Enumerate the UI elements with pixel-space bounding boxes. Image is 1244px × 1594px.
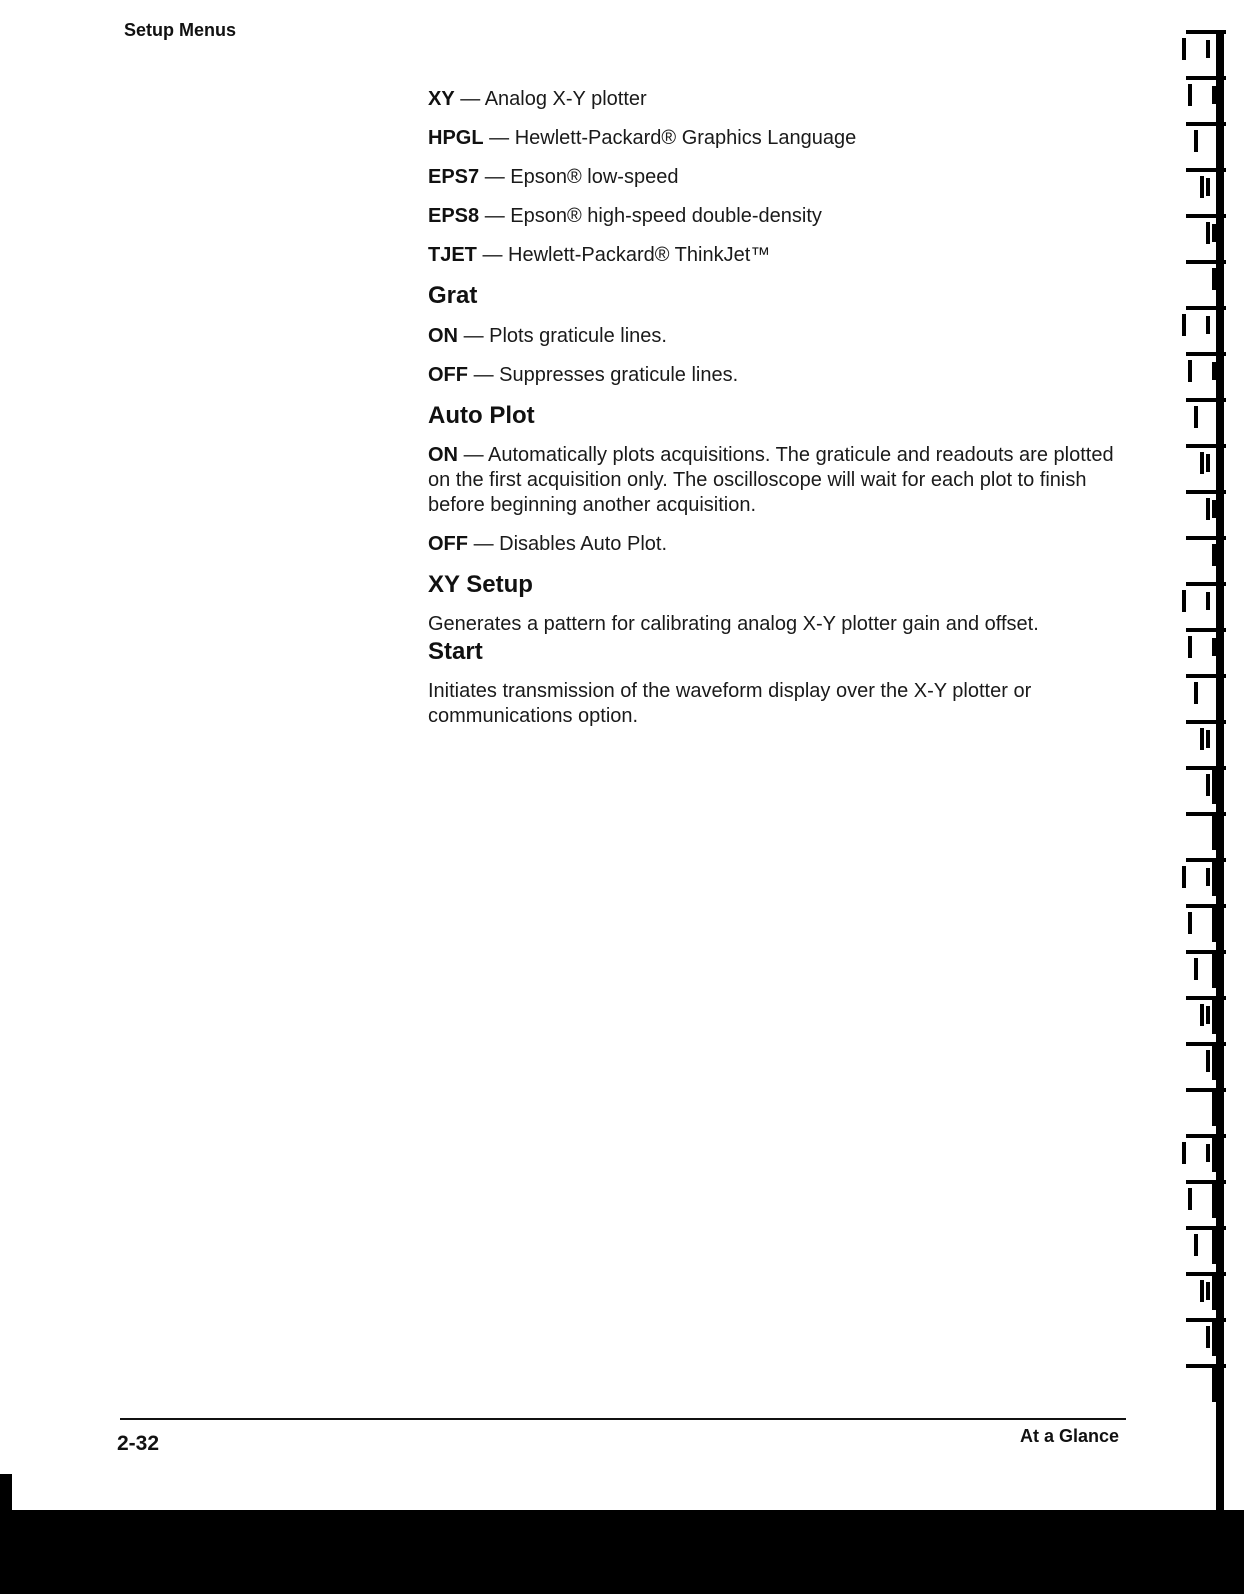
term-description: Plots graticule lines.	[489, 325, 667, 347]
tab-mark	[1182, 38, 1186, 60]
tab-mark	[1206, 316, 1210, 334]
tab-mark	[1212, 638, 1216, 656]
tab-mark	[1206, 178, 1210, 196]
term-description: Analog X-Y plotter	[484, 88, 647, 110]
term-label: TJET	[428, 244, 477, 266]
tab-mark	[1206, 1006, 1210, 1024]
footer-title: At a Glance	[1019, 1426, 1119, 1446]
main-content	[428, 86, 1128, 729]
tab-mark	[1206, 592, 1210, 610]
list-item	[428, 125, 1128, 151]
auto-plot-options	[428, 443, 1128, 557]
term-label: ON	[428, 444, 458, 466]
term-label: OFF	[428, 364, 468, 386]
em-dash: —	[484, 166, 505, 188]
tab-mark	[1194, 1234, 1198, 1256]
term-label: HPGL	[428, 127, 484, 149]
tab-mark	[1200, 1004, 1204, 1026]
scan-border-notch	[0, 1474, 12, 1514]
term-description: Epson® low-speed	[510, 166, 679, 188]
term-description: Disables Auto Plot.	[499, 533, 667, 555]
grat-options	[428, 323, 1128, 388]
term-label: ON	[428, 325, 458, 347]
tab-mark	[1216, 30, 1224, 1570]
section-heading-start: Start	[428, 638, 483, 665]
term-label: OFF	[428, 533, 468, 555]
plotter-type-list	[428, 86, 1128, 268]
term-label: EPS8	[428, 205, 480, 227]
tab-mark	[1212, 500, 1216, 518]
footer-rule	[120, 1418, 1126, 1420]
tab-mark	[1206, 40, 1210, 58]
tab-mark	[1212, 86, 1216, 104]
tab-mark	[1206, 454, 1210, 472]
section-text: Generates a pattern for calibrating analog X-Y plotter gain and offset.	[428, 613, 1039, 635]
section-text: Initiates transmission of the waveform display over the X-Y plotter or communications option.	[428, 680, 1032, 727]
tab-mark	[1206, 1326, 1210, 1348]
list-item	[428, 443, 1128, 518]
tab-mark	[1200, 176, 1204, 198]
em-dash: —	[482, 244, 503, 266]
tab-mark	[1206, 498, 1210, 520]
section-heading-grat: Grat	[428, 282, 478, 309]
em-dash: —	[463, 325, 484, 347]
list-item	[428, 323, 1128, 349]
list-item	[428, 86, 1128, 112]
term-label: XY	[428, 88, 455, 110]
tab-mark	[1212, 268, 1216, 290]
em-dash: —	[473, 364, 494, 386]
tab-mark	[1188, 636, 1192, 658]
term-description: Automatically plots acquisitions. The graticule and readouts are plotted on the first acquisition only. The oscilloscope will wait for each plot to finish before beginning another acquisition.	[428, 444, 1114, 516]
term-label: EPS7	[428, 166, 480, 188]
tab-mark	[1182, 866, 1186, 888]
term-description: Hewlett-Packard® ThinkJet™	[508, 244, 771, 266]
tab-mark	[1194, 958, 1198, 980]
section-heading-xy-setup: XY Setup	[428, 571, 533, 598]
term-description: Suppresses graticule lines.	[499, 364, 739, 386]
tab-mark	[1194, 130, 1198, 152]
tab-mark	[1188, 1188, 1192, 1210]
tab-mark	[1206, 1144, 1210, 1162]
tab-mark	[1212, 362, 1216, 380]
section-heading-auto-plot: Auto Plot	[428, 402, 535, 429]
tab-mark	[1206, 868, 1210, 886]
tab-mark	[1200, 728, 1204, 750]
term-description: Epson® high-speed double-density	[510, 205, 822, 227]
start-body	[428, 679, 1128, 729]
tab-marker-strip	[1176, 20, 1244, 1594]
list-item	[428, 203, 1128, 229]
list-item	[428, 531, 1128, 557]
tab-mark	[1206, 730, 1210, 748]
tab-mark	[1194, 406, 1198, 428]
tab-mark	[1206, 1050, 1210, 1072]
running-head: Setup Menus	[124, 20, 237, 40]
em-dash: —	[484, 205, 505, 227]
tab-mark	[1212, 544, 1216, 566]
page-number: 2-32	[117, 1432, 160, 1455]
xy-setup-body	[428, 612, 1128, 637]
term-description: Hewlett-Packard® Graphics Language	[514, 127, 857, 149]
em-dash: —	[489, 127, 510, 149]
list-item	[428, 242, 1128, 268]
em-dash: —	[460, 88, 481, 110]
tab-mark	[1182, 590, 1186, 612]
tab-mark	[1212, 224, 1216, 242]
scan-border-bottom	[0, 1510, 1244, 1594]
tab-mark	[1206, 1282, 1210, 1300]
tab-mark	[1188, 912, 1192, 934]
tab-mark	[1200, 452, 1204, 474]
list-item	[428, 362, 1128, 388]
tab-mark	[1182, 314, 1186, 336]
tab-mark	[1182, 1142, 1186, 1164]
tab-mark	[1200, 1280, 1204, 1302]
em-dash: —	[463, 444, 484, 466]
tab-mark	[1206, 222, 1210, 244]
tab-mark	[1188, 84, 1192, 106]
tab-mark	[1194, 682, 1198, 704]
tab-mark	[1188, 360, 1192, 382]
list-item	[428, 164, 1128, 190]
em-dash: —	[473, 533, 494, 555]
tab-mark	[1206, 774, 1210, 796]
